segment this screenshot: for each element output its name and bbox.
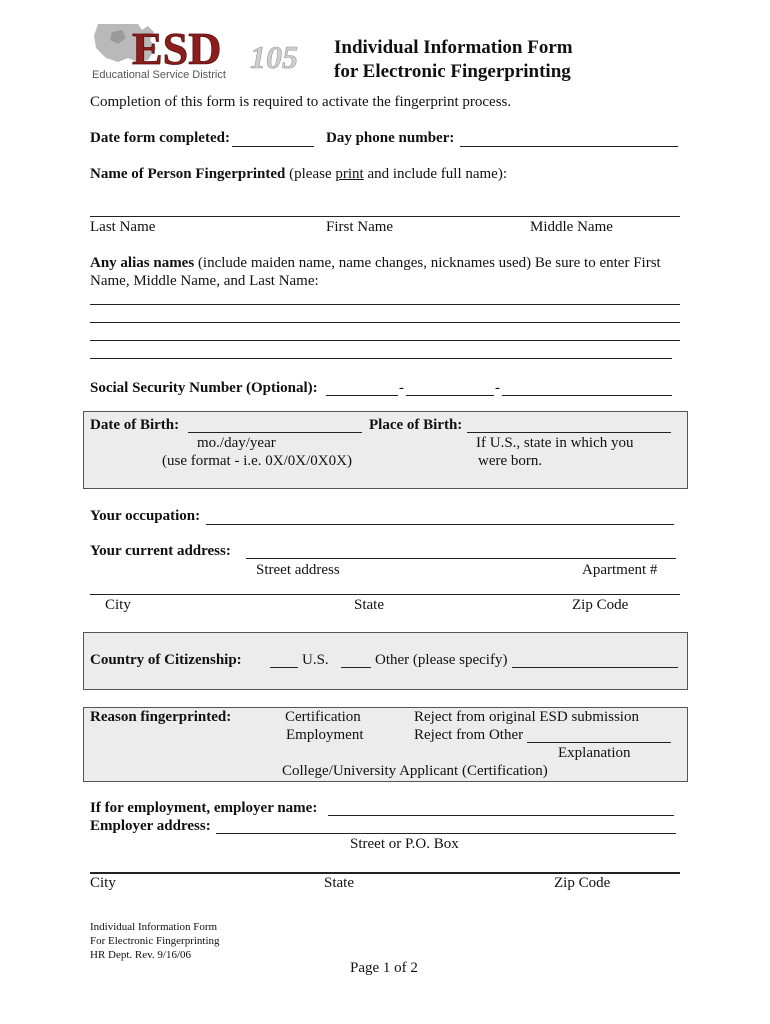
citizenship-other-field[interactable] (512, 667, 678, 668)
day-phone-label: Day phone number: (326, 130, 455, 146)
form-title-line2: for Electronic Fingerprinting (334, 61, 571, 82)
ssn-separator-1: - (399, 380, 404, 396)
name-label: Name of Person Fingerprinted (90, 166, 286, 182)
footer-line-3: HR Dept. Rev. 9/16/06 (90, 949, 192, 961)
logo-wordmark: ESD (132, 23, 222, 74)
name-heading (90, 166, 507, 183)
pob-label: Place of Birth: (369, 417, 463, 433)
dob-caption-example: (use format - i.e. 0X/0X/0X0X) (162, 453, 352, 469)
pob-caption-line2: were born. (478, 453, 543, 469)
alias-field-1[interactable] (90, 304, 680, 305)
dob-field[interactable] (188, 432, 362, 433)
reason-certification: Certification (285, 709, 361, 725)
city-state-zip-field[interactable] (90, 594, 680, 595)
employer-state-caption: State (324, 875, 354, 891)
apartment-caption: Apartment # (582, 562, 658, 578)
footer-line-1: Individual Information Form (90, 921, 218, 933)
alias-label: Any alias names (90, 255, 195, 271)
employer-name-label: If for employment, employer name: (90, 800, 318, 816)
alias-heading (90, 255, 661, 272)
citizenship-us-blank[interactable] (270, 667, 298, 668)
dob-label: Date of Birth: (90, 417, 180, 433)
middle-name-caption: Middle Name (530, 219, 613, 235)
alias-field-2[interactable] (90, 322, 680, 323)
alias-note-line2: Name, Middle Name, and Last Name: (90, 273, 319, 289)
employer-name-field[interactable] (328, 815, 674, 816)
esd-logo (88, 18, 318, 84)
citizenship-other-option: Other (please specify) (375, 652, 508, 668)
logo-subtitle: Educational Service District (92, 69, 226, 81)
full-name-field[interactable] (90, 216, 680, 217)
reason-label: Reason fingerprinted: (90, 709, 232, 725)
ssn-label: Social Security Number (Optional): (90, 380, 318, 396)
logo-number: 105 (250, 39, 298, 75)
employer-street-caption: Street or P.O. Box (350, 836, 459, 852)
date-completed-field[interactable] (232, 146, 314, 147)
alias-field-3[interactable] (90, 340, 680, 341)
city-caption: City (105, 597, 131, 613)
citizenship-label: Country of Citizenship: (90, 652, 242, 668)
date-completed-label: Date form completed: (90, 130, 230, 146)
reject-other-explanation-field[interactable] (527, 742, 671, 743)
reason-reject-esd: Reject from original ESD submission (414, 709, 639, 725)
employer-address-label: Employer address: (90, 818, 211, 834)
form-title-line1: Individual Information Form (334, 37, 573, 58)
occupation-field[interactable] (206, 524, 674, 525)
reason-explanation-caption: Explanation (558, 745, 631, 761)
reason-employment: Employment (286, 727, 364, 743)
page-number: Page 1 of 2 (350, 960, 418, 976)
ssn-field-part2[interactable] (406, 395, 494, 396)
address-label: Your current address: (90, 543, 231, 559)
street-address-caption: Street address (256, 562, 340, 578)
name-note-post: and include full name): (363, 166, 508, 182)
citizenship-other-blank[interactable] (341, 667, 371, 668)
employer-address-field[interactable] (216, 833, 676, 834)
dob-caption-format: mo./day/year (197, 435, 276, 451)
zip-caption: Zip Code (572, 597, 629, 613)
pob-field[interactable] (467, 432, 671, 433)
employer-zip-caption: Zip Code (554, 875, 611, 891)
alias-field-4[interactable] (90, 358, 672, 359)
reason-college: College/University Applicant (Certification) (282, 763, 548, 779)
pob-caption-line1: If U.S., state in which you (476, 435, 634, 451)
ssn-field-part1[interactable] (326, 395, 398, 396)
name-note-print: print (335, 166, 364, 182)
last-name-caption: Last Name (90, 219, 156, 235)
alias-note-line1: (include maiden name, name changes, nicknames used) Be sure to enter First (194, 255, 661, 271)
reason-reject-other: Reject from Other (414, 727, 524, 743)
street-address-field[interactable] (246, 558, 676, 559)
footer-line-2: For Electronic Fingerprinting (90, 935, 220, 947)
ssn-field-part3[interactable] (502, 395, 672, 396)
occupation-label: Your occupation: (90, 508, 201, 524)
ssn-separator-2: - (495, 380, 500, 396)
employer-city-caption: City (90, 875, 116, 891)
state-caption: State (354, 597, 384, 613)
employer-city-state-zip-field[interactable] (90, 872, 680, 874)
intro-text: Completion of this form is required to activate the fingerprint process. (90, 94, 512, 110)
day-phone-field[interactable] (460, 146, 678, 147)
first-name-caption: First Name (326, 219, 394, 235)
name-note-pre: (please (289, 166, 336, 182)
citizenship-us-option: U.S. (302, 652, 329, 668)
